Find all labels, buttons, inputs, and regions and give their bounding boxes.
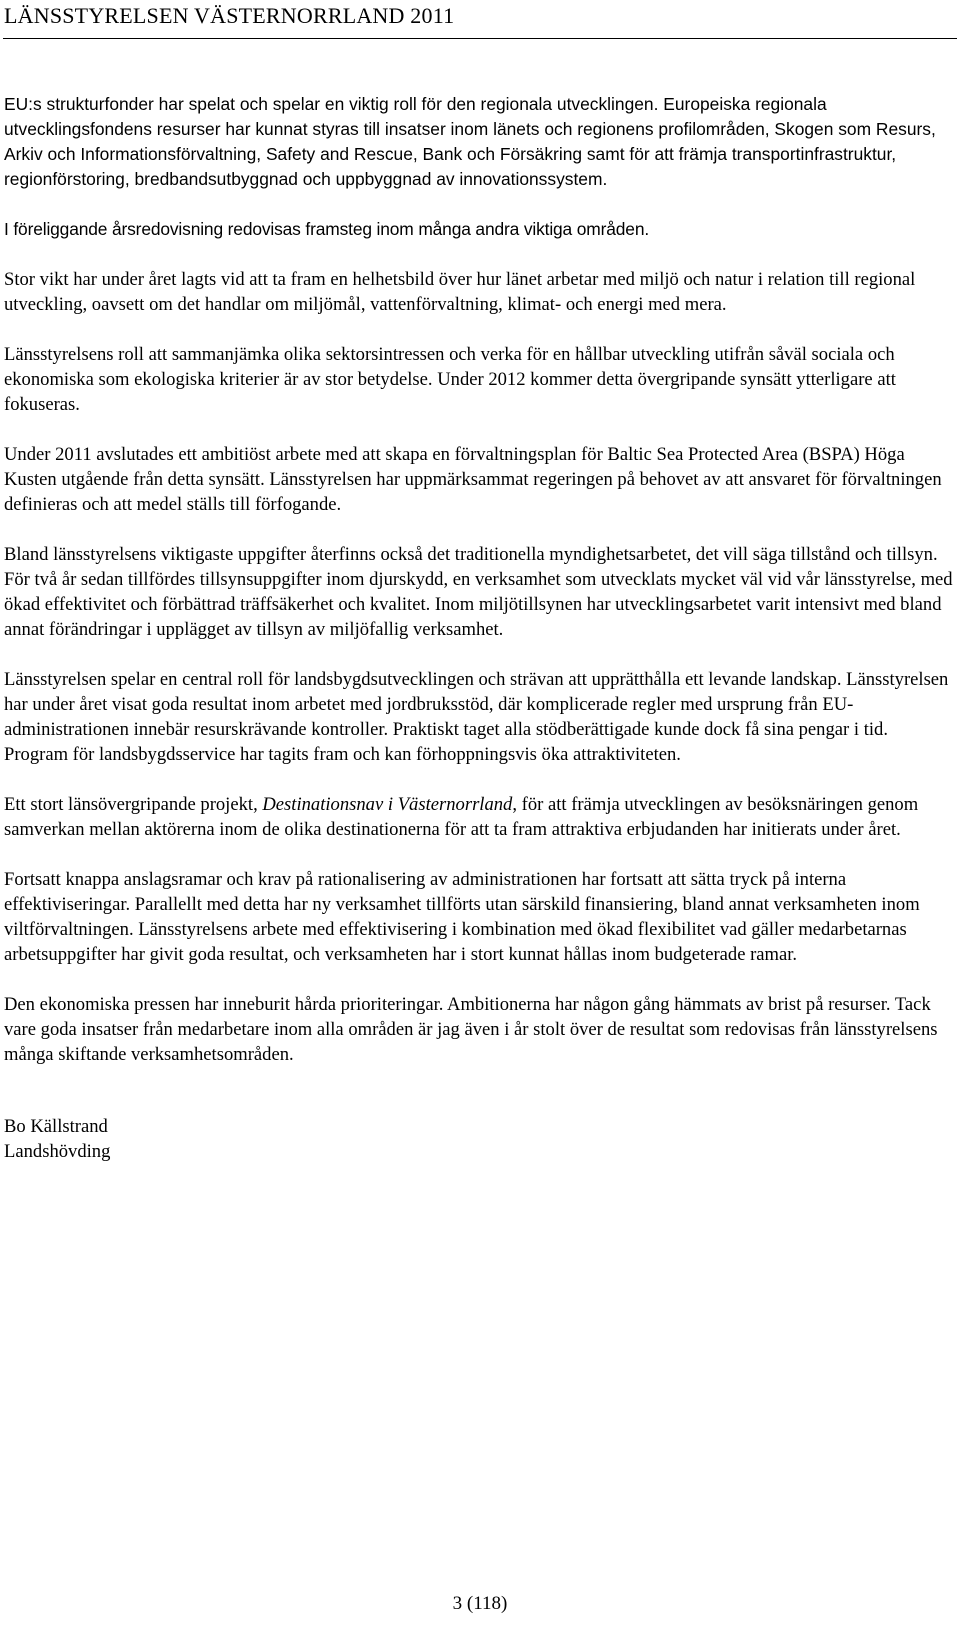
paragraph-efficiency: Fortsatt knappa anslagsramar och krav på rationalisering av administrationen har fortsatt att sätta tryck på interna effektiviseringar. Parallellt med detta har ny verksamhet tillförts utan särskild finansiering, bland annat verksamheten inom viltförvaltningen. Länsstyrelsens arbete med effektivisering i kombination med ökad flexibilitet vad gäller medarbetarnas arbetsuppgifter har givit goda resultat, och verksamheten har i stort kunnat hållas inom budgeterade ramar.: [4, 869, 920, 965]
signature-block: [4, 1114, 956, 1164]
paragraph-annual-report-intro: I föreliggande årsredovisning redovisas framsteg inom många andra viktiga områden.: [4, 219, 650, 239]
paragraph-structural-funds: EU:s strukturfonder har spelat och spelar en viktig roll för den regionala utvecklingen. Europeiska regionala utvecklingsfondens resurser har kunnat styras till insatser inom länets och regionens profilområden, Skogen som Resurs, Arkiv och Informationsförvaltning, Safety and Rescue, Bank och Försäkring samt för att främja transportinfrastruktur, regionförstoring, bredbandsutbyggnad och uppbyggnad av innovationssystem.: [4, 94, 936, 189]
paragraph-rural-development: Länsstyrelsen spelar en central roll för landsbygdsutvecklingen och strävan att upprätthålla ett levande landskap. Länsstyrelsen har under året visat goda resultat inom arbetet med jordbruksstöd, där komplicerade regler med ursprung från EU-administrationen innebär resurskrävande kontroller. Praktiskt taget alla stödberättigade kunde dock få sina pengar i tid. Program för landsbygdsservice har tagits fram och kan förhoppningsvis öka attraktiviteten.: [4, 669, 949, 765]
signature-name: Bo Källstrand: [4, 1116, 108, 1137]
page-number: 3 (118): [452, 1593, 508, 1614]
paragraph-economic-pressure: Den ekonomiska pressen har inneburit hårda prioriteringar. Ambitionerna har någon gång hämmats av brist på resurser. Tack vare goda insatser från medarbetare inom alla områden är jag även i år stolt över de resultat som redovisas från länsstyrelsens många skiftande verksamhetsområden.: [4, 994, 938, 1065]
paragraph-environment-overview: Stor vikt har under året lagts vid att ta fram en helhetsbild över hur länet arbetar med miljö och natur i relation till regional utveckling, oavsett om det handlar om miljömål, vattenförvaltning, klimat- och energi med mera.: [4, 269, 916, 315]
paragraph-bspa: Under 2011 avslutades ett ambitiöst arbete med att skapa en förvaltningsplan för Baltic Sea Protected Area (BSPA) Höga Kusten utgående från detta synsätt. Länsstyrelsen har uppmärksammat regeringen på behovet av att ansvaret för förvaltningen definieras och att medel ställs till förfogande.: [4, 444, 942, 515]
paragraph-sector-interests: Länsstyrelsens roll att sammanjämka olika sektorsintressen och verka för en hållbar utveckling utifrån såväl sociala och ekonomiska som ekologiska kriterier är av stor betydelse. Under 2012 kommer detta övergripande synsätt ytterligare att fokuseras.: [4, 344, 896, 415]
signature-title: Landshövding: [4, 1141, 111, 1162]
paragraph-destination-project: [4, 792, 956, 842]
project-text-after: , för att främja utvecklingen av besöksnäringen genom samverkan mellan aktörerna inom de olika destinationerna för att ta fram attraktiva erbjudanden har initierats under året.: [4, 794, 919, 840]
project-name: Destinationsnav i Västernorrland: [262, 794, 513, 815]
paragraph-supervision: Bland länsstyrelsens viktigaste uppgifter återfinns också det traditionella myndighetsarbetet, det vill säga tillstånd och tillsyn. För två år sedan tillfördes tillsynsuppgifter inom djurskydd, en verksamhet som utvecklats mycket väl vid vår länsstyrelse, med ökad effektivitet och förbättrad träffsäkerhet och kvalitet. Inom miljötillsynen har utvecklingsarbetet varit intensivt med bland annat förändringar i upplägget av tillsyn av miljöfallig verksamhet.: [4, 544, 953, 640]
document-header: LÄNSSTYRELSEN VÄSTERNORRLAND 2011: [4, 3, 455, 28]
document-body: [4, 92, 956, 1164]
project-text-before: Ett stort länsövergripande projekt,: [4, 794, 263, 815]
header-divider: [3, 38, 957, 39]
